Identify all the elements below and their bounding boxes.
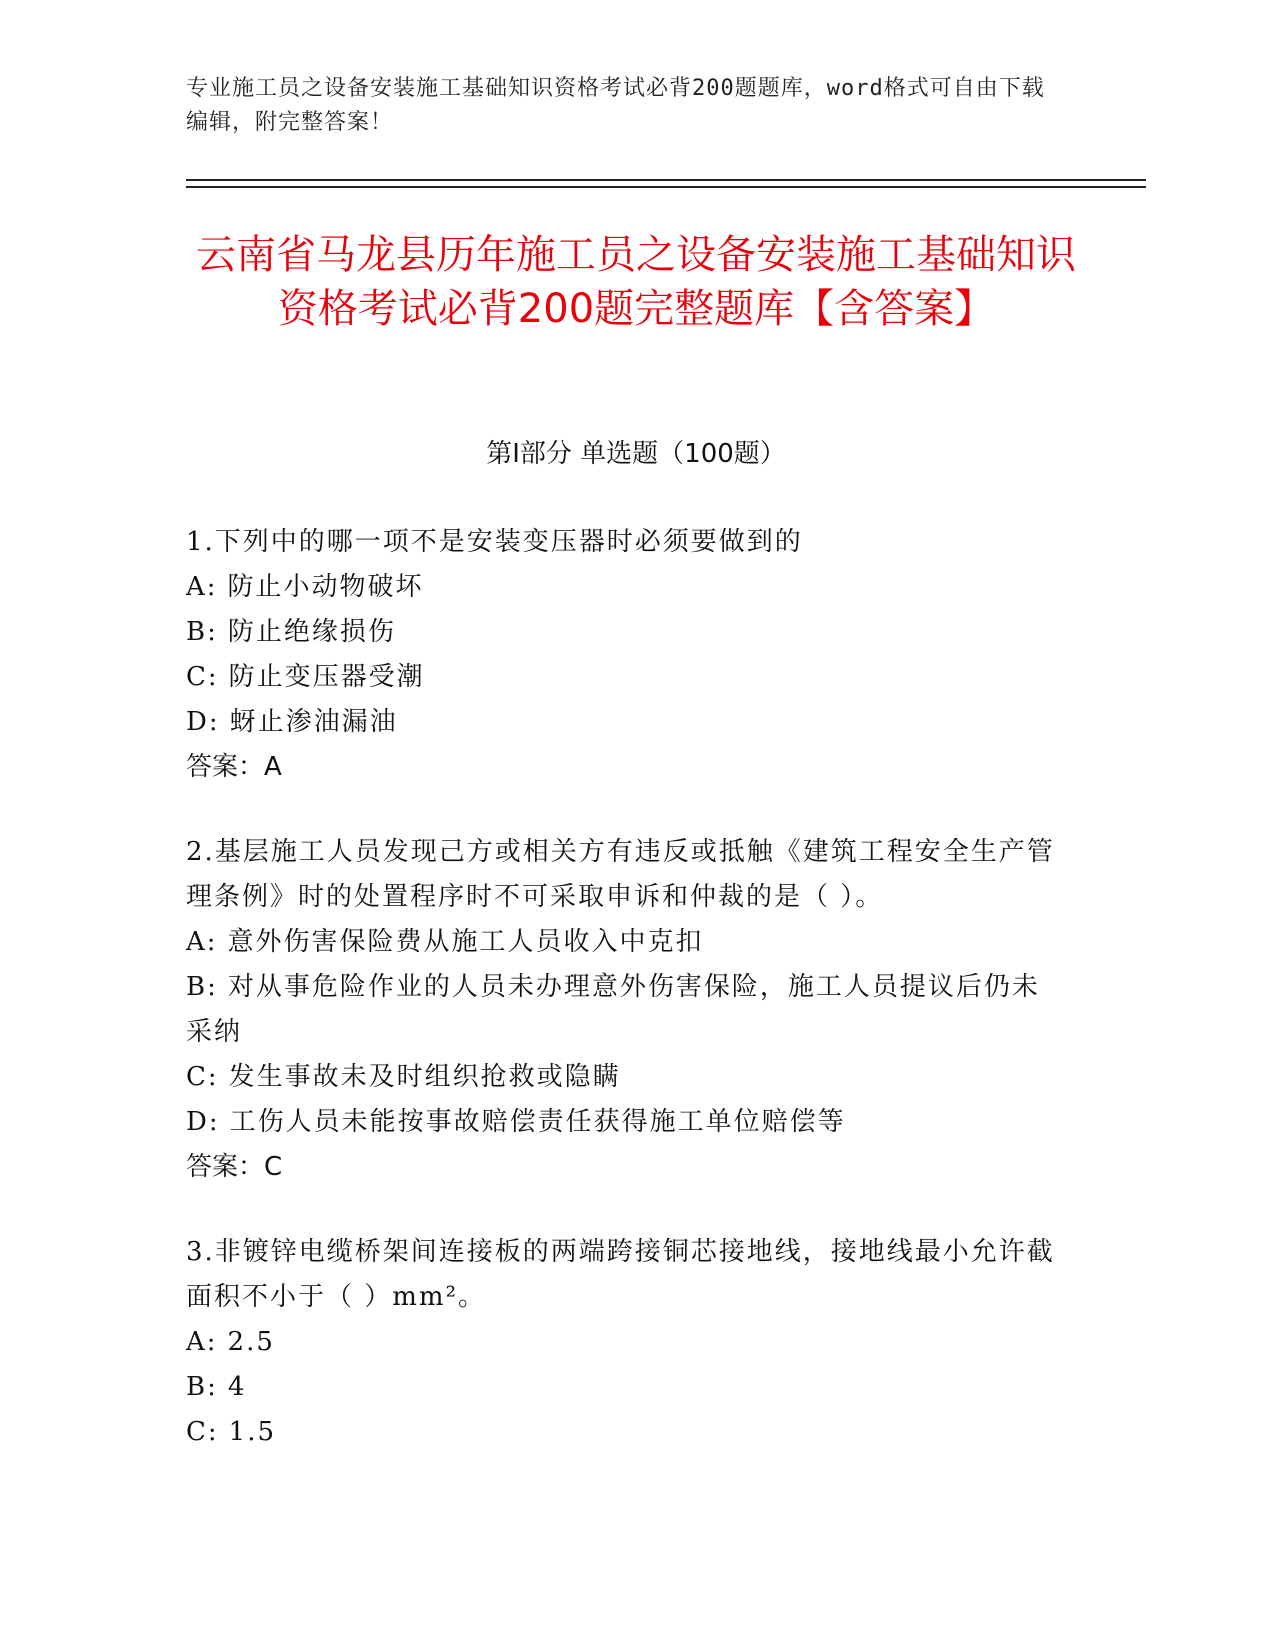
option-label: C: xyxy=(186,1062,219,1092)
section-title: 第Ⅰ部分 单选题（100题） xyxy=(486,439,786,469)
option-c xyxy=(186,1055,1066,1100)
option-label: C: xyxy=(186,1417,219,1447)
option-label: A: xyxy=(186,572,218,602)
answer-prefix: 答案： xyxy=(186,752,265,782)
question-1 xyxy=(186,520,1066,790)
option-label: C: xyxy=(186,662,219,692)
option-text: 防止小动物破坏 xyxy=(227,572,424,602)
question-stem: 3.非镀锌电缆桥架间连接板的两端跨接铜芯接地线，接地线最小允许截面积不小于（ ）mm²。 xyxy=(186,1237,1055,1312)
option-text: 1.5 xyxy=(228,1417,277,1447)
question-list xyxy=(186,520,1066,1495)
answer-value: A xyxy=(264,752,282,782)
question-stem: 1.下列中的哪一项不是安装变压器时必须要做到的 xyxy=(186,527,803,557)
option-label: A: xyxy=(186,1327,218,1357)
answer-line xyxy=(186,745,1066,790)
option-label: B: xyxy=(186,617,218,647)
option-label: D: xyxy=(186,1107,220,1137)
option-label: D: xyxy=(186,707,220,737)
option-c xyxy=(186,655,1066,700)
question-2 xyxy=(186,830,1066,1190)
option-label: A: xyxy=(186,927,218,957)
option-a xyxy=(186,565,1066,610)
option-label: B: xyxy=(186,1372,218,1402)
option-d xyxy=(186,700,1066,745)
option-text: 发生事故未及时组织抢救或隐瞒 xyxy=(228,1062,621,1092)
question-stem: 2.基层施工人员发现己方或相关方有违反或抵触《建筑工程安全生产管理条例》时的处置程序时不可采取申诉和仲裁的是（ ）。 xyxy=(186,837,1055,912)
option-text: 意外伤害保险费从施工人员收入中克扣 xyxy=(227,927,704,957)
header-divider-bottom xyxy=(186,186,1146,188)
question-3 xyxy=(186,1230,1066,1455)
option-text: 工伤人员未能按事故赔偿责任获得施工单位赔偿等 xyxy=(229,1107,846,1137)
option-text: 4 xyxy=(227,1372,247,1402)
option-b xyxy=(186,610,1066,655)
option-text: 防止绝缘损伤 xyxy=(227,617,396,647)
option-text: 2.5 xyxy=(227,1327,275,1357)
option-label: B: xyxy=(186,972,218,1002)
option-b xyxy=(186,1365,1066,1410)
option-b xyxy=(186,965,1066,1055)
option-a xyxy=(186,1320,1066,1365)
answer-prefix: 答案： xyxy=(186,1152,265,1182)
option-text: 蚜止渗油漏油 xyxy=(229,707,398,737)
option-text: 防止变压器受潮 xyxy=(228,662,425,692)
answer-line xyxy=(186,1145,1066,1190)
document-title: 云南省马龙县历年施工员之设备安装施工基础知识资格考试必背200题完整题库【含答案】 xyxy=(196,232,1076,332)
option-d xyxy=(186,1100,1066,1145)
option-text: 对从事危险作业的人员未办理意外伤害保险，施工人员提议后仍未采纳 xyxy=(186,972,1040,1047)
option-a xyxy=(186,920,1066,965)
header-divider-top xyxy=(186,179,1146,181)
answer-value: C xyxy=(264,1152,283,1182)
header-note: 专业施工员之设备安装施工基础知识资格考试必背200题题库，word格式可自由下载编辑，附完整答案！ xyxy=(186,76,1045,135)
option-c xyxy=(186,1410,1066,1455)
